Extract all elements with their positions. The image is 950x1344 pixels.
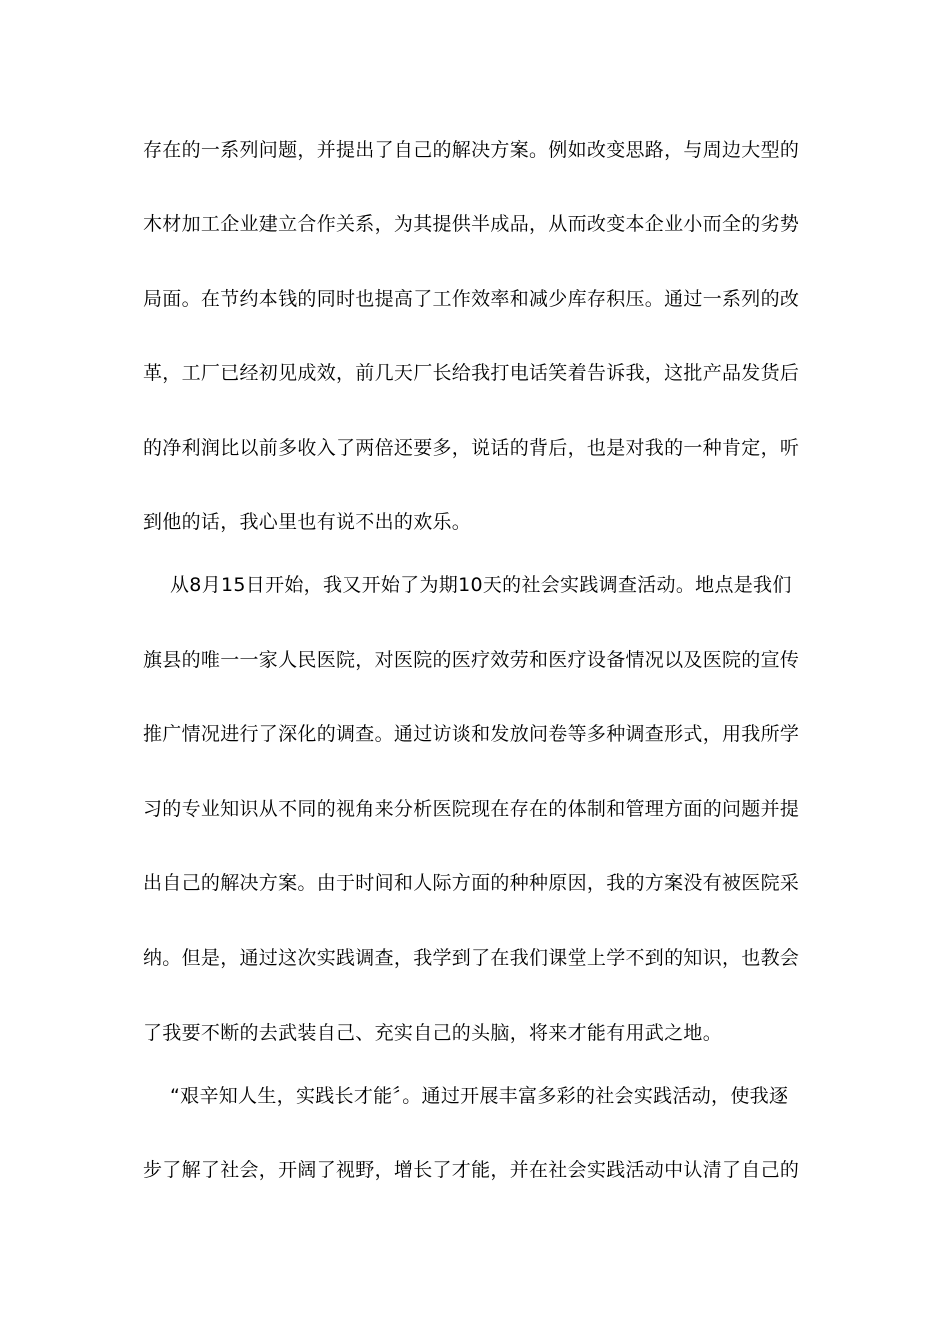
text-line-13: 了我要不断的去武装自己、充实自己的头脑，将来才能有用武之地。 bbox=[143, 1022, 723, 1044]
text-line-11: 出自己的解决方案。由于时间和人际方面的种种原因，我的方案没有被医院采 bbox=[143, 872, 800, 894]
text-line-1: 存在的一系列问题，并提出了自己的解决方案。例如改变思路，与周边大型的 bbox=[143, 139, 800, 161]
text-line-10: 习的专业知识从不同的视角来分析医院现在存在的体制和管理方面的问题并提 bbox=[143, 798, 800, 820]
text-line-4: 革，工厂已经初见成效，前几天厂长给我打电话笑着告诉我，这批产品发货后 bbox=[143, 362, 800, 384]
text-line-9: 推广情况进行了深化的调查。通过访谈和发放问卷等多种调查形式，用我所学 bbox=[143, 723, 800, 745]
paragraph-start-line: 从8月15日开始，我又开始了为期10天的社会实践调查活动。地点是我们 bbox=[170, 574, 792, 596]
text-line-15: 步了解了社会，开阔了视野，增长了才能，并在社会实践活动中认清了自己的 bbox=[143, 1159, 800, 1181]
text-line-3: 局面。在节约本钱的同时也提高了工作效率和减少库存积压。通过一系列的改 bbox=[143, 288, 800, 310]
paragraph-start-line: “艰辛知人生，实践长才能〞。通过开展丰富多彩的社会实践活动，使我逐 bbox=[170, 1085, 789, 1107]
text-line-8: 旗县的唯一一家人民医院，对医院的医疗效劳和医疗设备情况以及医院的宣传 bbox=[143, 649, 800, 671]
text-line-2: 木材加工企业建立合作关系，为其提供半成品，从而改变本企业小而全的劣势 bbox=[143, 213, 800, 235]
text-line-12: 纳。但是，通过这次实践调查，我学到了在我们课堂上学不到的知识，也教会 bbox=[143, 947, 800, 969]
text-line-6: 到他的话，我心里也有说不出的欢乐。 bbox=[143, 511, 472, 533]
text-line-5: 的净利润比以前多收入了两倍还要多，说话的背后，也是对我的一种肯定，听 bbox=[143, 437, 800, 459]
